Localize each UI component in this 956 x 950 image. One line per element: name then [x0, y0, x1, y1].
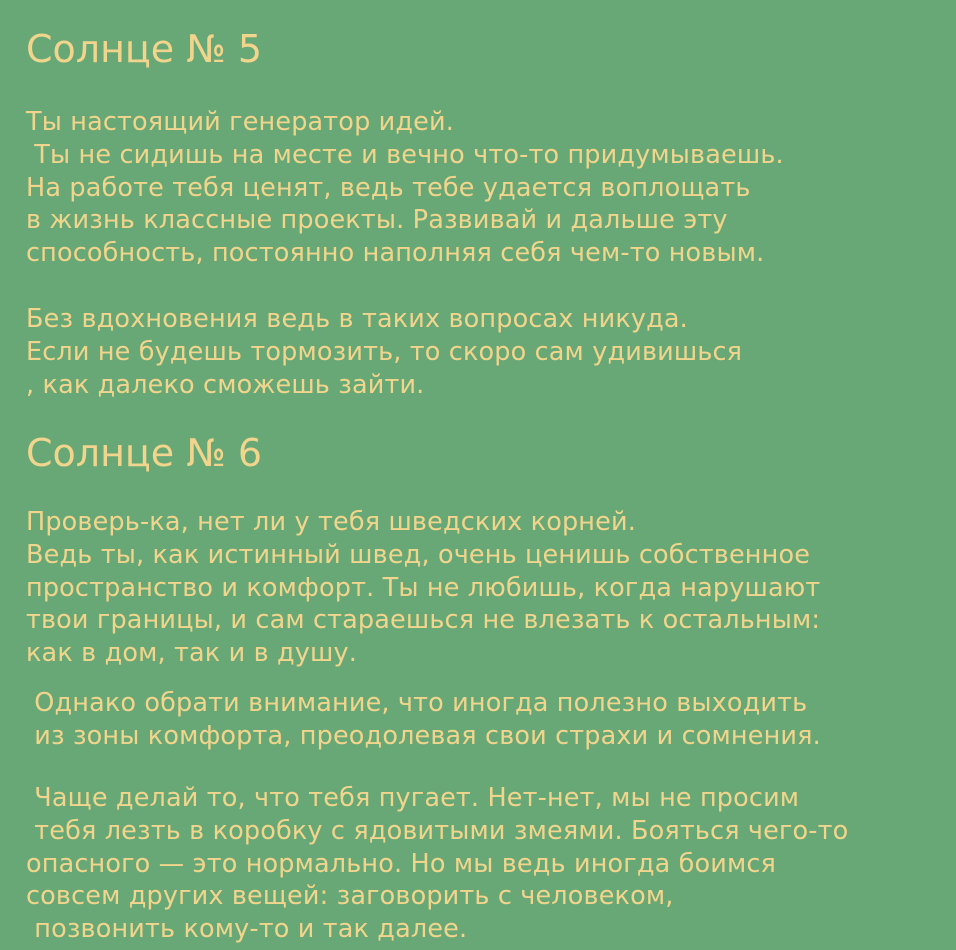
text-line: совсем других вещей: заговорить с человеком,	[26, 881, 674, 912]
text-line: Ведь ты, как истинный швед, очень ценишь собственное	[26, 539, 811, 570]
text-line: в жизнь классные проекты. Развивай и дальше эту	[26, 205, 728, 236]
text-line: Проверь-ка, нет ли у тебя шведских корней.	[26, 507, 636, 537]
paragraph	[26, 303, 742, 401]
text-line: из зоны комфорта, преодолевая свои страхи и сомнения.	[26, 720, 821, 751]
section-title-sun-5: Солнце № 5	[26, 27, 263, 71]
text-line: тебя лезть в коробку с ядовитыми змеями. Бояться чего-то	[26, 815, 849, 846]
text-line: способность, постоянно наполняя себя чем-то новым.	[26, 238, 765, 269]
text-line: Без вдохновения ведь в таких вопросах никуда.	[26, 304, 688, 334]
text-line: твои границы, и сам стараешься не влезать к остальным:	[26, 605, 821, 636]
paragraph	[26, 782, 848, 946]
text-line: как в дом, так и в душу.	[26, 638, 358, 669]
text-line: Чаще делай то, что тебя пугает. Нет-нет, мы не просим	[26, 783, 800, 813]
section-title-sun-6: Солнце № 6	[26, 431, 263, 475]
paragraph	[26, 687, 821, 753]
text-line: , как далеко сможешь зайти.	[26, 369, 425, 400]
paragraph	[26, 106, 784, 270]
text-line: На работе тебя ценят, ведь тебе удается воплощать	[26, 172, 751, 203]
text-line: Ты настоящий генератор идей.	[26, 107, 454, 137]
text-line: пространство и комфорт. Ты не любишь, когда нарушают	[26, 572, 821, 603]
text-line: опасного — это нормально. Но мы ведь иногда боимся	[26, 848, 777, 879]
text-line: Однако обрати внимание, что иногда полезно выходить	[26, 688, 808, 718]
text-line: Если не будешь тормозить, то скоро сам удивишься	[26, 336, 743, 367]
text-line: Ты не сидишь на месте и вечно что-то придумываешь.	[26, 139, 784, 170]
text-line: позвонить кому-то и так далее.	[26, 914, 468, 945]
paragraph	[26, 506, 820, 670]
